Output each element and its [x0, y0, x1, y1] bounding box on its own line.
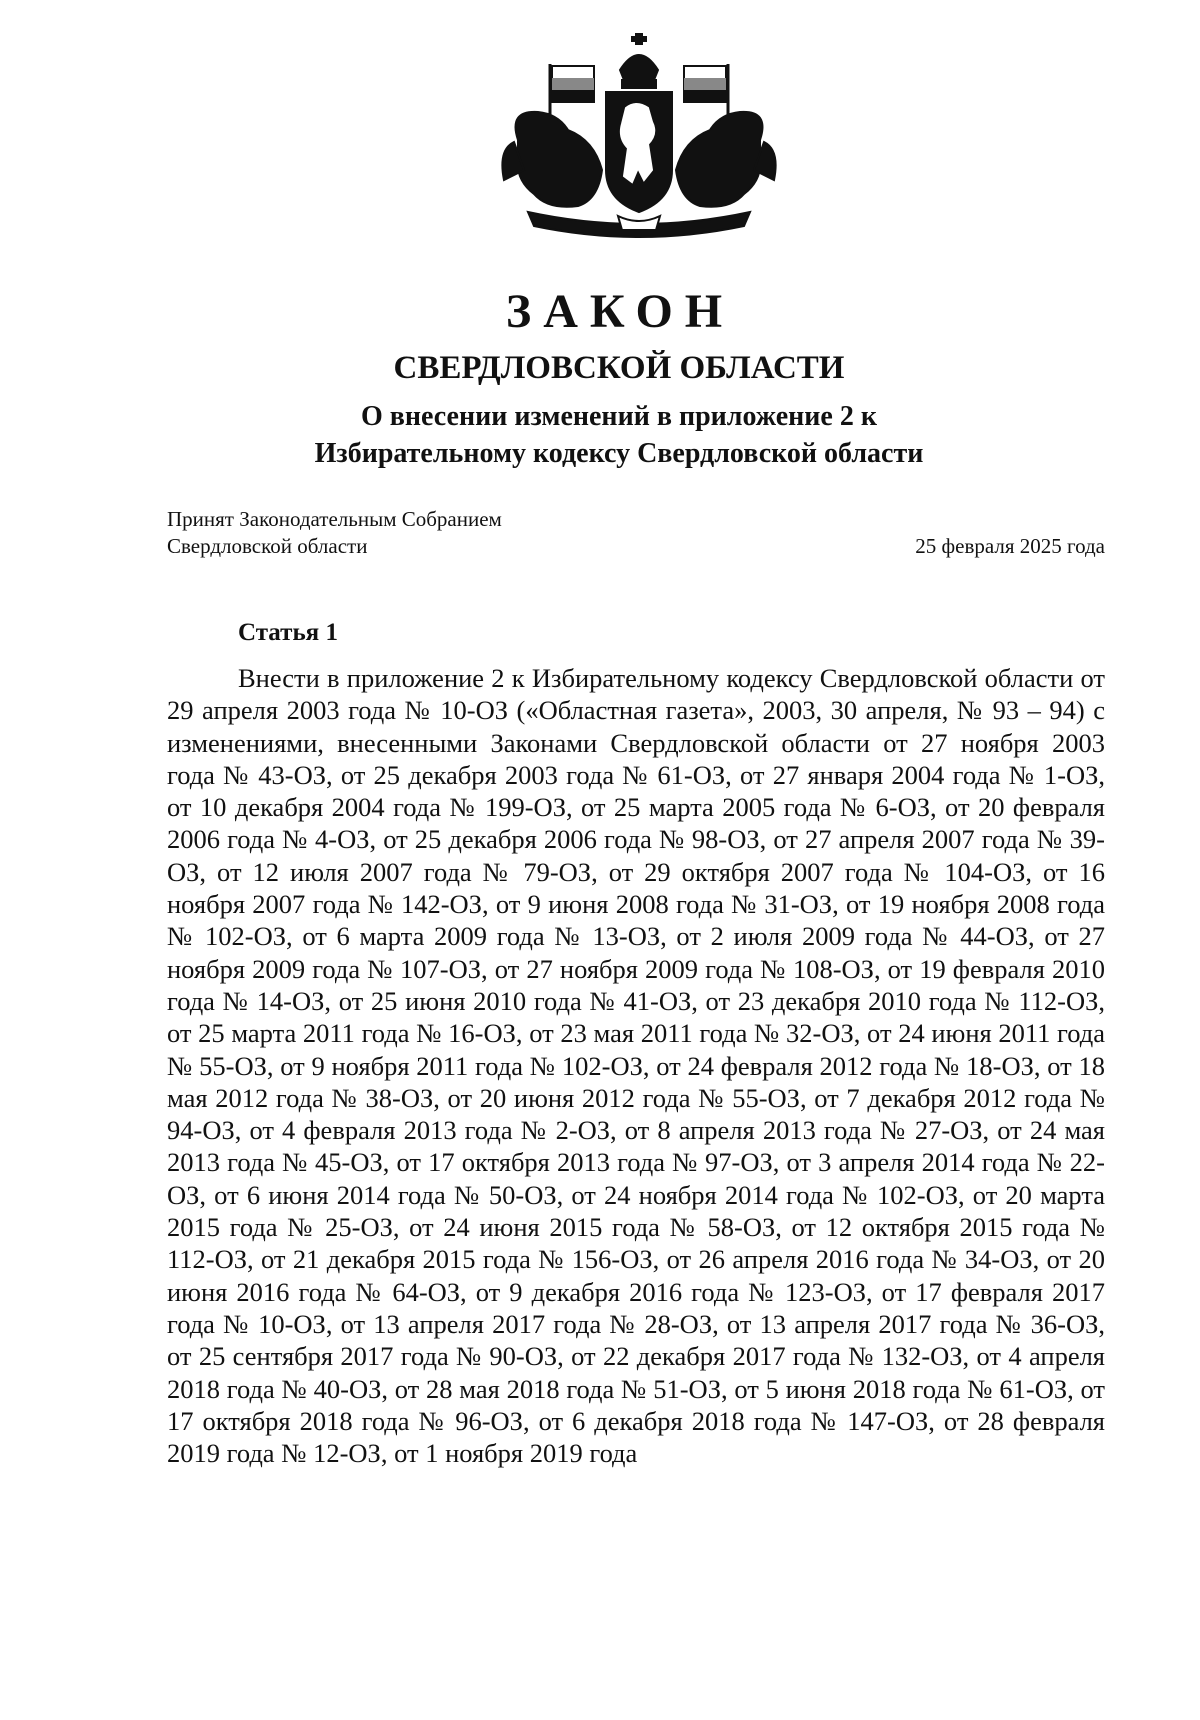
adopted-by-line-1: Принят Законодательным Собранием: [167, 507, 502, 531]
document-subject-line-1: О внесении изменений в приложение 2 к: [360, 401, 877, 432]
adopted-date: 25 февраля 2025 года: [915, 534, 1105, 558]
coat-of-arms-emblem: [498, 30, 780, 248]
article-heading: Статья 1: [238, 619, 338, 646]
article-body: Внести в приложение 2 к Избирательному кодексу Свердловской области от 29 апреля 2003 года № 10-ОЗ («Областная газета», 2003, 30 апреля, № 93 – 94) с изменениями, внесенными Законами Свердловской области от 27 ноября 2003 года № 43-ОЗ, от 25 декабря 2003 года № 61-ОЗ, от 27 января 2004 года № 1-ОЗ, от 10 декабря 2004 года № 199-ОЗ, от 25 марта 2005 года № 6-ОЗ, от 20 февраля 2006 года № 4-ОЗ, от 25 декабря 2006 года № 98-ОЗ, от 27 апреля 2007 года № 39-ОЗ, от 12 июля 2007 года № 79-ОЗ, от 29 октября 2007 года № 104-ОЗ, от 16 ноября 2007 года № 142-ОЗ, от 9 июня 2008 года № 31-ОЗ, от 19 ноября 2008 года № 102-ОЗ, от 6 марта 2009 года № 13-ОЗ, от 2 июля 2009 года № 44-ОЗ, от 27 ноября 2009 года № 107-ОЗ, от 27 ноября 2009 года № 108-ОЗ, от 19 февраля 2010 года № 14-ОЗ, от 25 июня 2010 года № 41-ОЗ, от 23 декабря 2010 года № 112-ОЗ, от 25 марта 2011 года № 16-ОЗ, от 23 мая 2011 года № 32-ОЗ, от 24 июня 2011 года № 55-ОЗ, от 9 ноября 2011 года № 102-ОЗ, от 24 февраля 2012 года № 18-ОЗ, от 18 мая 2012 года № 38-ОЗ, от 20 июня 2012 года № 55-ОЗ, от 7 декабря 2012 года № 94-ОЗ, от 4 февраля 2013 года № 2-ОЗ, от 8 апреля 2013 года № 27-ОЗ, от 24 мая 2013 года № 45-ОЗ, от 17 октября 2013 года № 97-ОЗ, от 3 апреля 2014 года № 22-ОЗ, от 6 июня 2014 года № 50-ОЗ, от 24 ноября 2014 года № 102-ОЗ, от 20 марта 2015 года № 25-ОЗ, от 24 июня 2015 года № 58-ОЗ, от 12 октября 2015 года № 112-ОЗ, от 21 декабря 2015 года № 156-ОЗ, от 26 апреля 2016 года № 34-ОЗ, от 20 июня 2016 года № 64-ОЗ, от 9 декабря 2016 года № 123-ОЗ, от 17 февраля 2017 года № 10-ОЗ, от 13 апреля 2017 года № 28-ОЗ, от 13 апреля 2017 года № 36-ОЗ, от 25 сентября 2017 года № 90-ОЗ, от 22 декабря 2017 года № 132-ОЗ, от 4 апреля 2018 года № 40-ОЗ, от 28 мая 2018 года № 51-ОЗ, от 5 июня 2018 года № 61-ОЗ, от 17 октября 2018 года № 96-ОЗ, от 6 декабря 2018 года № 147-ОЗ, от 28 февраля 2019 года № 12-ОЗ, от 1 ноября 2019 года: [167, 663, 1105, 1469]
document-region: СВЕРДЛОВСКОЙ ОБЛАСТИ: [393, 350, 845, 386]
document-title: ЗАКОН: [505, 285, 735, 338]
document-subject: [0, 398, 1200, 472]
adopted-by-line-2: Свердловской области: [167, 534, 368, 558]
document-subject-line-2: Избирательному кодексу Свердловской области: [314, 438, 924, 469]
adopted-by: [167, 506, 502, 560]
